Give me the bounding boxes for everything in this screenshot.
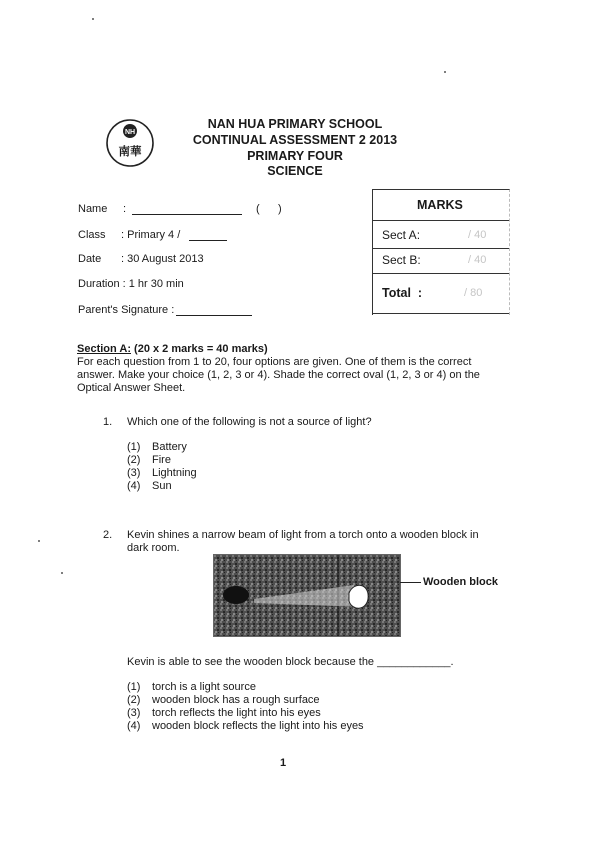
- marks-divider: [373, 273, 509, 274]
- section-a-title: Section A:: [77, 343, 131, 355]
- option-text: torch reflects the light into his eyes: [152, 707, 321, 719]
- class-value: : Primary 4 /: [121, 229, 181, 241]
- instruction-line: Optical Answer Sheet.: [77, 382, 186, 394]
- sectb-value: / 40: [468, 254, 487, 266]
- class-label: Class: [78, 229, 106, 241]
- option-number: (1): [127, 681, 141, 693]
- page-number: 1: [280, 757, 287, 769]
- option-text: Battery: [152, 441, 187, 453]
- option-text: wooden block reflects the light into his eyes: [152, 720, 364, 732]
- subject-title: SCIENCE: [267, 164, 323, 178]
- marks-divider: [373, 220, 509, 221]
- school-name: NAN HUA PRIMARY SCHOOL: [207, 117, 383, 131]
- scan-speck: [61, 572, 63, 574]
- option-text: Lightning: [152, 467, 197, 479]
- question-text: dark room.: [127, 542, 180, 554]
- duration: Duration : 1 hr 30 min: [78, 278, 184, 290]
- option-text: Sun: [152, 480, 172, 492]
- option-number: (1): [127, 441, 141, 453]
- option-number: (2): [127, 694, 141, 706]
- option-number: (3): [127, 707, 141, 719]
- name-label: Name: [78, 203, 108, 215]
- class-field[interactable]: [189, 240, 227, 241]
- option-number: (4): [127, 480, 141, 492]
- secta-value: / 40: [468, 229, 487, 241]
- date-value: : 30 August 2013: [121, 253, 204, 265]
- marks-box: [372, 189, 510, 315]
- option-number: (2): [127, 454, 141, 466]
- section-a-marks: (20 x 2 marks = 40 marks): [131, 343, 268, 355]
- question-stem: Kevin is able to see the wooden block because the ____________.: [127, 656, 454, 668]
- scan-speck: [38, 540, 40, 542]
- marks-divider: [373, 313, 509, 314]
- question-text: Kevin shines a narrow beam of light from a torch onto a wooden block in: [127, 529, 479, 541]
- question-text: Which one of the following is not a source of light?: [127, 416, 372, 428]
- register-number-field[interactable]: ( ): [256, 203, 282, 215]
- instruction-line: answer. Make your choice (1, 2, 3 or 4). Shade the correct oval (1, 2, 3 or 4) on the: [77, 369, 480, 381]
- scan-speck: [92, 18, 94, 20]
- marks-title: MARKS: [417, 198, 463, 212]
- label-leader-line: [400, 582, 421, 583]
- option-number: (4): [127, 720, 141, 732]
- marks-divider: [373, 248, 509, 249]
- assessment-title: CONTINUAL ASSESSMENT 2 2013: [192, 133, 398, 147]
- option-text: Fire: [152, 454, 171, 466]
- total-value: / 80: [464, 287, 483, 299]
- name-field[interactable]: [132, 214, 242, 215]
- scan-speck: [444, 71, 446, 73]
- school-logo: [105, 118, 155, 168]
- name-colon: :: [123, 203, 127, 215]
- section-a-heading: [77, 343, 268, 355]
- secta-label: Sect A:: [382, 228, 421, 242]
- torch-wooden-block-photo: [213, 554, 401, 637]
- figure-label: Wooden block: [423, 576, 498, 588]
- level-title: PRIMARY FOUR: [247, 149, 343, 163]
- question-number: 1.: [103, 416, 113, 428]
- parent-signature-field[interactable]: [176, 315, 252, 316]
- svg-text:NH: NH: [124, 129, 136, 136]
- option-text: torch is a light source: [152, 681, 256, 693]
- option-text: wooden block has a rough surface: [152, 694, 320, 706]
- total-label: Total :: [382, 286, 423, 300]
- instruction-line: For each question from 1 to 20, four options are given. One of them is the correct: [77, 356, 472, 368]
- option-number: (3): [127, 467, 141, 479]
- parent-signature-label: Parent's Signature :: [78, 304, 175, 316]
- sectb-label: Sect B:: [382, 253, 421, 267]
- question-number: 2.: [103, 529, 113, 541]
- date-label: Date: [78, 253, 102, 265]
- logo-text: 南華: [118, 146, 142, 158]
